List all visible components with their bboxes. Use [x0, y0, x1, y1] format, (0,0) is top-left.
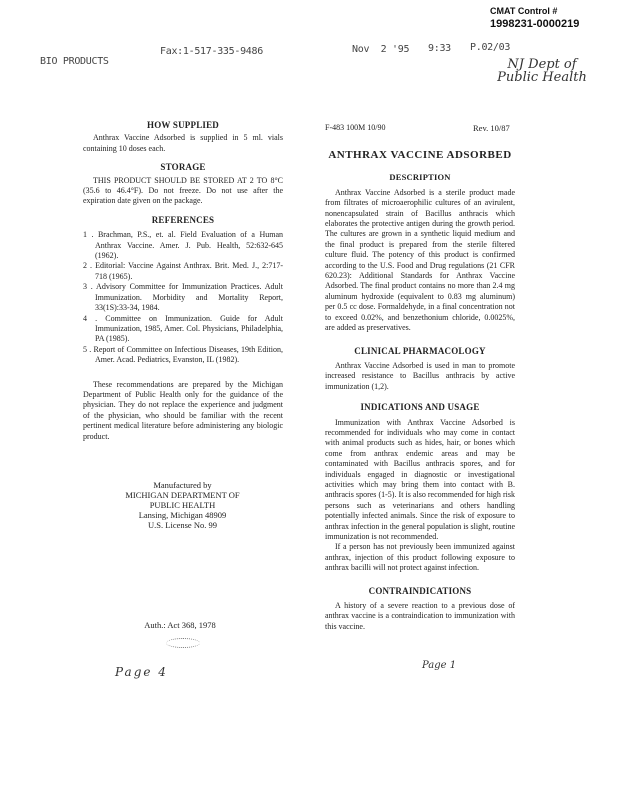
- clinical-pharmacology-heading: CLINICAL PHARMACOLOGY: [354, 345, 486, 356]
- right-column: [325, 150, 515, 632]
- indications-text-2: If a person has not previously been immunized against anthrax, injection of this product following exposure to anthrax bacilli will not protect against infection.: [325, 542, 515, 573]
- how-supplied-heading: HOW SUPPLIED: [147, 120, 219, 130]
- fax-time: 9:33: [428, 43, 451, 54]
- indications-heading: INDICATIONS AND USAGE: [360, 402, 480, 413]
- fax-number: Fax:1-517-335-9486: [160, 46, 263, 57]
- manufacturer-line: Lansing, Michigan 48909: [138, 510, 227, 520]
- fax-page: P.02/03: [470, 42, 511, 53]
- fax-sender: BIO PRODUCTS: [40, 56, 109, 67]
- handwritten-page-left: Page 4: [115, 665, 168, 679]
- reference-item: 5 . Report of Committee on Infectious Diseases, 19th Edition, Amer. Acad. Pediatrics, Evanston, IL (1982).: [83, 344, 283, 365]
- control-label: CMAT Control #: [490, 6, 558, 16]
- reference-item: 4 . Committee on Immunization. Guide for Adult Immunization, 1985, Amer. Col. Physicians, Philadelphia, PA (1985).: [83, 313, 283, 344]
- control-number: 1998231-0000219: [490, 18, 580, 30]
- manufacturer-line: PUBLIC HEALTH: [149, 500, 216, 510]
- indications-text: Immunization with Anthrax Vaccine Adsorbed is recommended for individuals who may come in contact with animal products such as hides, hair, or bones which come from anthrax endemic areas and may be contaminated with Bacillus anthracis spores, and for individuals engaged in diagnostic or investigational activities which may bring them into contact with B. anthracis spores (1-5). It is also recommended for high risk persons such as veterinarians and others handling potentially infected animals. Since the risk of exposure to anthrax infection in the general population is slight, routine immunization is not recommended.: [325, 417, 515, 541]
- manufacturer-line: MICHIGAN DEPARTMENT OF: [125, 490, 240, 500]
- union-label-icon: [166, 638, 200, 648]
- clinical-pharmacology-text: Anthrax Vaccine Adsorbed is used in man to promote increased resistance to Bacillus anthracis by active immunization (1,2).: [325, 360, 515, 391]
- manufacturer-block: [100, 480, 265, 530]
- storage-heading: STORAGE: [160, 162, 206, 173]
- how-supplied-text: Anthrax Vaccine Adsorbed is supplied in 5 ml. vials containing 10 doses each.: [83, 133, 283, 153]
- references-list: [83, 230, 283, 365]
- handwritten-note: NJ Dept of Public Health: [497, 57, 587, 85]
- manufacturer-line: U.S. License No. 99: [148, 520, 217, 530]
- handwritten-page-right: Page 1: [422, 660, 457, 671]
- manufacturer-line: Manufactured by: [153, 480, 212, 490]
- authority-act: Auth.: Act 368, 1978: [144, 620, 216, 630]
- disclaimer-text: These recommendations are prepared by the Michigan Department of Public Health only for the guidance of the physician. They do not replace the experience and judgment of the physician, who should be familiar with the recent pertinent medical literature before administering any biologic product.: [83, 379, 283, 441]
- document-title: ANTHRAX VACCINE ADSORBED: [328, 149, 512, 161]
- reference-item: 1 . Brachman, P.S., et. al. Field Evaluation of a Human Anthrax Vaccine. Amer. J. Pub. Health, 52:632-645 (1962).: [83, 230, 283, 261]
- reference-item: 3 . Advisory Committee for Immunization Practices. Adult Immunization. Morbidity and Mortality Report, 33(1S):33-34, 1984.: [83, 282, 283, 313]
- revision: Rev. 10/87: [473, 123, 510, 133]
- left-column: [83, 120, 283, 442]
- reference-item: 2 . Editorial: Vaccine Against Anthrax. Brit. Med. J., 2:717-718 (1965).: [83, 261, 283, 281]
- fax-date: Nov 2 '95: [352, 44, 410, 55]
- contraindications-text: A history of a severe reaction to a previous dose of anthrax vaccine is a contraindication to immunization with this vaccine.: [325, 601, 515, 631]
- form-number: F-483 100M 10/90: [325, 123, 386, 132]
- description-text: Anthrax Vaccine Adsorbed is a sterile product made from filtrates of microaerophilic cultures of an avirulent, nonencapsulated strain of Bacillus anthracis which elaborates the protective antigen during the growth period. The cultures are grown in a synthetic liquid medium and the final product is prepared from the sterile filtered culture fluid. The potency of this product is confirmed according to the U.S. Food and Drug regulations (21 CFR 620.23): Additional Standards for Anthrax Vaccine Adsorbed. The final product contains no more than 2.4 mg aluminum hydroxide (equivalent to 0.83 mg aluminum) per 0.5 cc dose. Formaldehyde, in a final concentration not to exceed 0.02%, and benzethonium chloride, 0.0025%, are added as preservatives.: [325, 187, 515, 333]
- description-heading: DESCRIPTION: [389, 172, 451, 183]
- storage-text: THIS PRODUCT SHOULD BE STORED AT 2 TO 8°C (35.6 to 46.4°F). Do not freeze. Do not use after the expiration date given on the package.: [83, 175, 283, 206]
- references-heading: REFERENCES: [151, 214, 215, 225]
- contraindications-heading: CONTRAINDICATIONS: [368, 585, 472, 596]
